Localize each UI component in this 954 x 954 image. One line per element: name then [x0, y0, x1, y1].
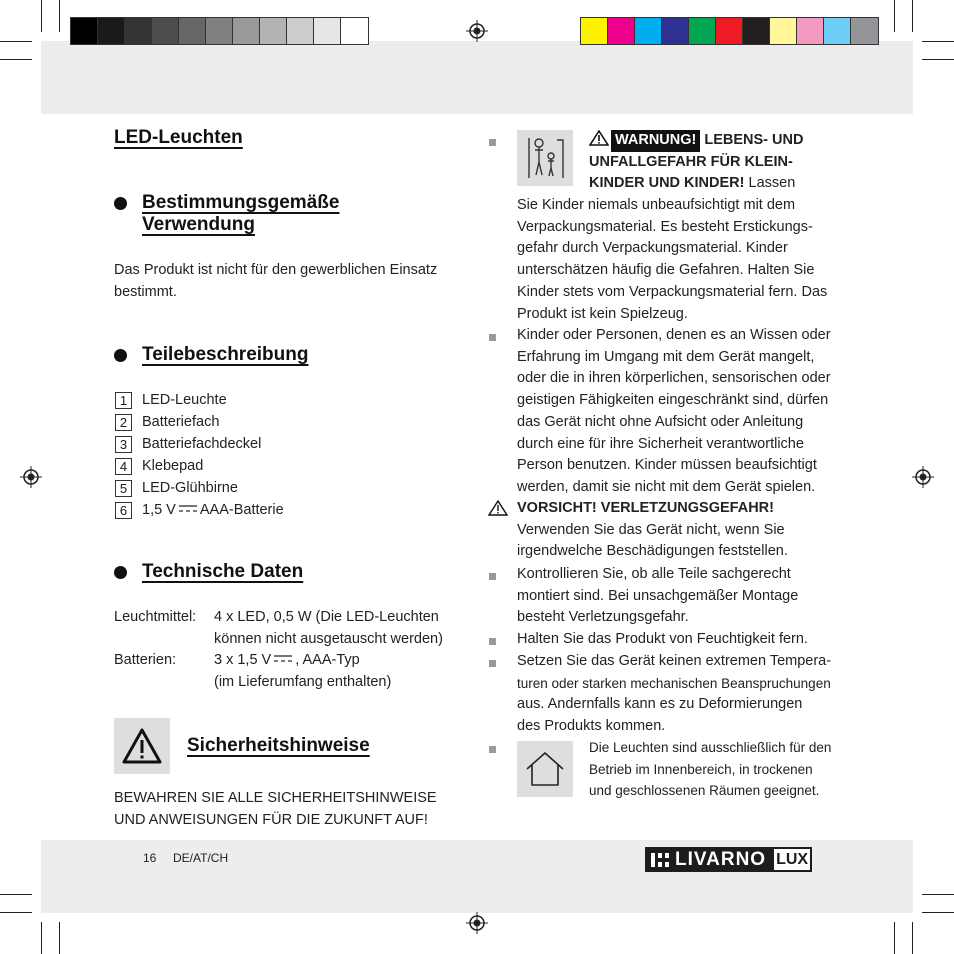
registration-mark-icon — [20, 466, 42, 488]
warning-block: WARNUNG! LEBENS- UND UNFALLGEFAHR FÜR KLEIN- KINDER UND KINDER! Lassen — [589, 132, 804, 192]
tech-label-light: Leuchtmittel: — [114, 609, 197, 625]
warning-badge: WARNUNG! — [611, 130, 700, 152]
color-swatch — [797, 18, 824, 44]
color-swatch — [314, 18, 341, 44]
language-code: DE/AT/CH — [173, 851, 229, 865]
color-swatch — [71, 18, 98, 44]
tech-value-light: 4 x LED, 0,5 W (Die LED-Leuchten können nicht ausgetauscht werden) — [214, 609, 443, 647]
direct-current-icon — [179, 504, 197, 513]
indoor-house-icon — [517, 741, 573, 797]
color-swatch — [716, 18, 743, 44]
color-swatch — [287, 18, 314, 44]
color-swatch — [608, 18, 635, 44]
warning-triangle-icon — [589, 130, 609, 146]
crop-mark — [41, 0, 42, 32]
crop-mark — [922, 894, 954, 895]
color-swatch — [743, 18, 770, 44]
crop-mark — [0, 41, 32, 42]
list-bullet — [489, 638, 496, 645]
usage-text: Das Produkt ist nicht für den gewerblichen Einsatz bestimmt. — [114, 262, 438, 300]
color-swatch — [152, 18, 179, 44]
color-swatch — [260, 18, 287, 44]
color-swatch — [581, 18, 608, 44]
crop-mark — [922, 41, 954, 42]
section-bullet — [114, 566, 127, 579]
part-number: 3 — [115, 436, 132, 453]
tech-value-battery: 3 x 1,5 V , AAA-Typ (im Lieferumfang enthalten) — [214, 652, 392, 690]
part-label: Batteriefachdeckel — [142, 436, 262, 452]
list-item: Halten Sie das Produkt von Feuchtigkeit fern. — [517, 631, 808, 647]
warning-triangle-icon — [114, 718, 170, 774]
color-swatch — [851, 18, 878, 44]
list-bullet — [489, 660, 496, 667]
crop-mark — [0, 912, 32, 913]
crop-mark — [0, 894, 32, 895]
tech-label-battery: Batterien: — [114, 652, 177, 668]
registration-mark-icon — [466, 912, 488, 934]
direct-current-icon — [274, 654, 292, 663]
part-label: Klebepad — [142, 458, 204, 474]
section-bullet — [114, 349, 127, 362]
crop-mark — [922, 59, 954, 60]
list-item: Die Leuchten sind ausschließlich für den Betrieb im Innenbereich, in trockenen und geschlossenen Räumen geeignet. — [589, 740, 832, 799]
section-heading-safety: Sicherheitshinweise — [187, 735, 370, 756]
crop-mark — [59, 922, 60, 954]
crop-mark — [59, 0, 60, 32]
color-swatch — [689, 18, 716, 44]
warning-text: Sie Kinder niemals unbeaufsichtigt mit dem Verpackungsmaterial. Es besteht Erstickungs- gefahr durch Verpackungsmaterial. Kinder unterschätzen häufig die Gefahren. Halten Sie Kinder stets vom Verpackungsmaterial fern. Das Produkt ist kein Spielzeug. — [517, 197, 828, 322]
crop-mark — [0, 59, 32, 60]
list-item: Kontrollieren Sie, ob alle Teile sachgerecht montiert sind. Bei unsachgemäßer Montage besteht Verletzungsgefahr. — [517, 566, 799, 626]
crop-mark — [912, 922, 913, 954]
color-swatch — [824, 18, 851, 44]
color-swatch — [206, 18, 233, 44]
caution-triangle-icon — [488, 500, 508, 516]
process-color-bar — [580, 17, 879, 45]
part-label: 1,5 V AAA-Batterie — [142, 502, 284, 518]
list-bullet — [489, 573, 496, 580]
crop-mark — [894, 922, 895, 954]
crop-mark — [894, 0, 895, 32]
part-number: 5 — [115, 480, 132, 497]
part-label: Batteriefach — [142, 414, 220, 430]
part-number: 2 — [115, 414, 132, 431]
crop-mark — [922, 912, 954, 913]
brand-name: LIVARNO — [675, 848, 767, 870]
part-label: LED-Glühbirne — [142, 480, 238, 496]
list-bullet — [489, 746, 496, 753]
safety-note: BEWAHREN SIE ALLE SICHERHEITSHINWEISE UND ANWEISUNGEN FÜR DIE ZUKUNFT AUF! — [114, 790, 437, 828]
list-bullet — [489, 139, 496, 146]
registration-mark-icon — [912, 466, 934, 488]
crop-mark — [912, 0, 913, 32]
color-swatch — [662, 18, 689, 44]
page-title: LED-Leuchten — [114, 127, 243, 148]
part-number: 1 — [115, 392, 132, 409]
color-swatch — [98, 18, 125, 44]
crop-mark — [41, 922, 42, 954]
part-number: 6 — [115, 502, 132, 519]
page-number: 16 — [143, 851, 157, 865]
grayscale-color-bar — [70, 17, 369, 45]
brand-logo — [645, 847, 812, 872]
section-heading-parts: Teilebeschreibung — [142, 344, 309, 365]
list-bullet — [489, 334, 496, 341]
list-item: Kinder oder Personen, denen es an Wissen oder Erfahrung im Umgang mit dem Gerät mangelt, oder die in ihren körperlichen, sensorischen oder geistigen Fähigkeiten eingeschränkt sind, dürfen das Gerät nicht ohne Aufsicht oder Anleitung durch eine für ihre Sicherheit verantwortliche Person benutzen. Kinder müssen beaufsichtigt werden, damit sie nicht mit dem Gerät spielen. — [517, 327, 831, 495]
section-heading-tech: Technische Daten — [142, 561, 304, 582]
brand-mark-icon — [651, 853, 669, 867]
registration-mark-icon — [466, 20, 488, 42]
part-number: 4 — [115, 458, 132, 475]
color-swatch — [635, 18, 662, 44]
header-band — [41, 41, 913, 114]
section-bullet — [114, 197, 127, 210]
color-swatch — [770, 18, 797, 44]
color-swatch — [341, 18, 368, 44]
part-label: LED-Leuchte — [142, 392, 227, 408]
section-heading-usage: Bestimmungsgemäße Verwendung — [142, 192, 340, 235]
color-swatch — [233, 18, 260, 44]
brand-sub: LUX — [772, 847, 812, 872]
color-swatch — [125, 18, 152, 44]
color-swatch — [179, 18, 206, 44]
caution-block: VORSICHT! VERLETZUNGSGEFAHR! Verwenden Sie das Gerät nicht, wenn Sie irgendwelche Beschädigungen feststellen. — [517, 500, 788, 560]
list-item: Setzen Sie das Gerät keinen extremen Tempera- turen oder starken mechanischen Beanspruchungen aus. Andernfalls kann es zu Deformierungen des Produkts kommen. — [517, 653, 832, 735]
child-hazard-icon — [517, 130, 573, 186]
